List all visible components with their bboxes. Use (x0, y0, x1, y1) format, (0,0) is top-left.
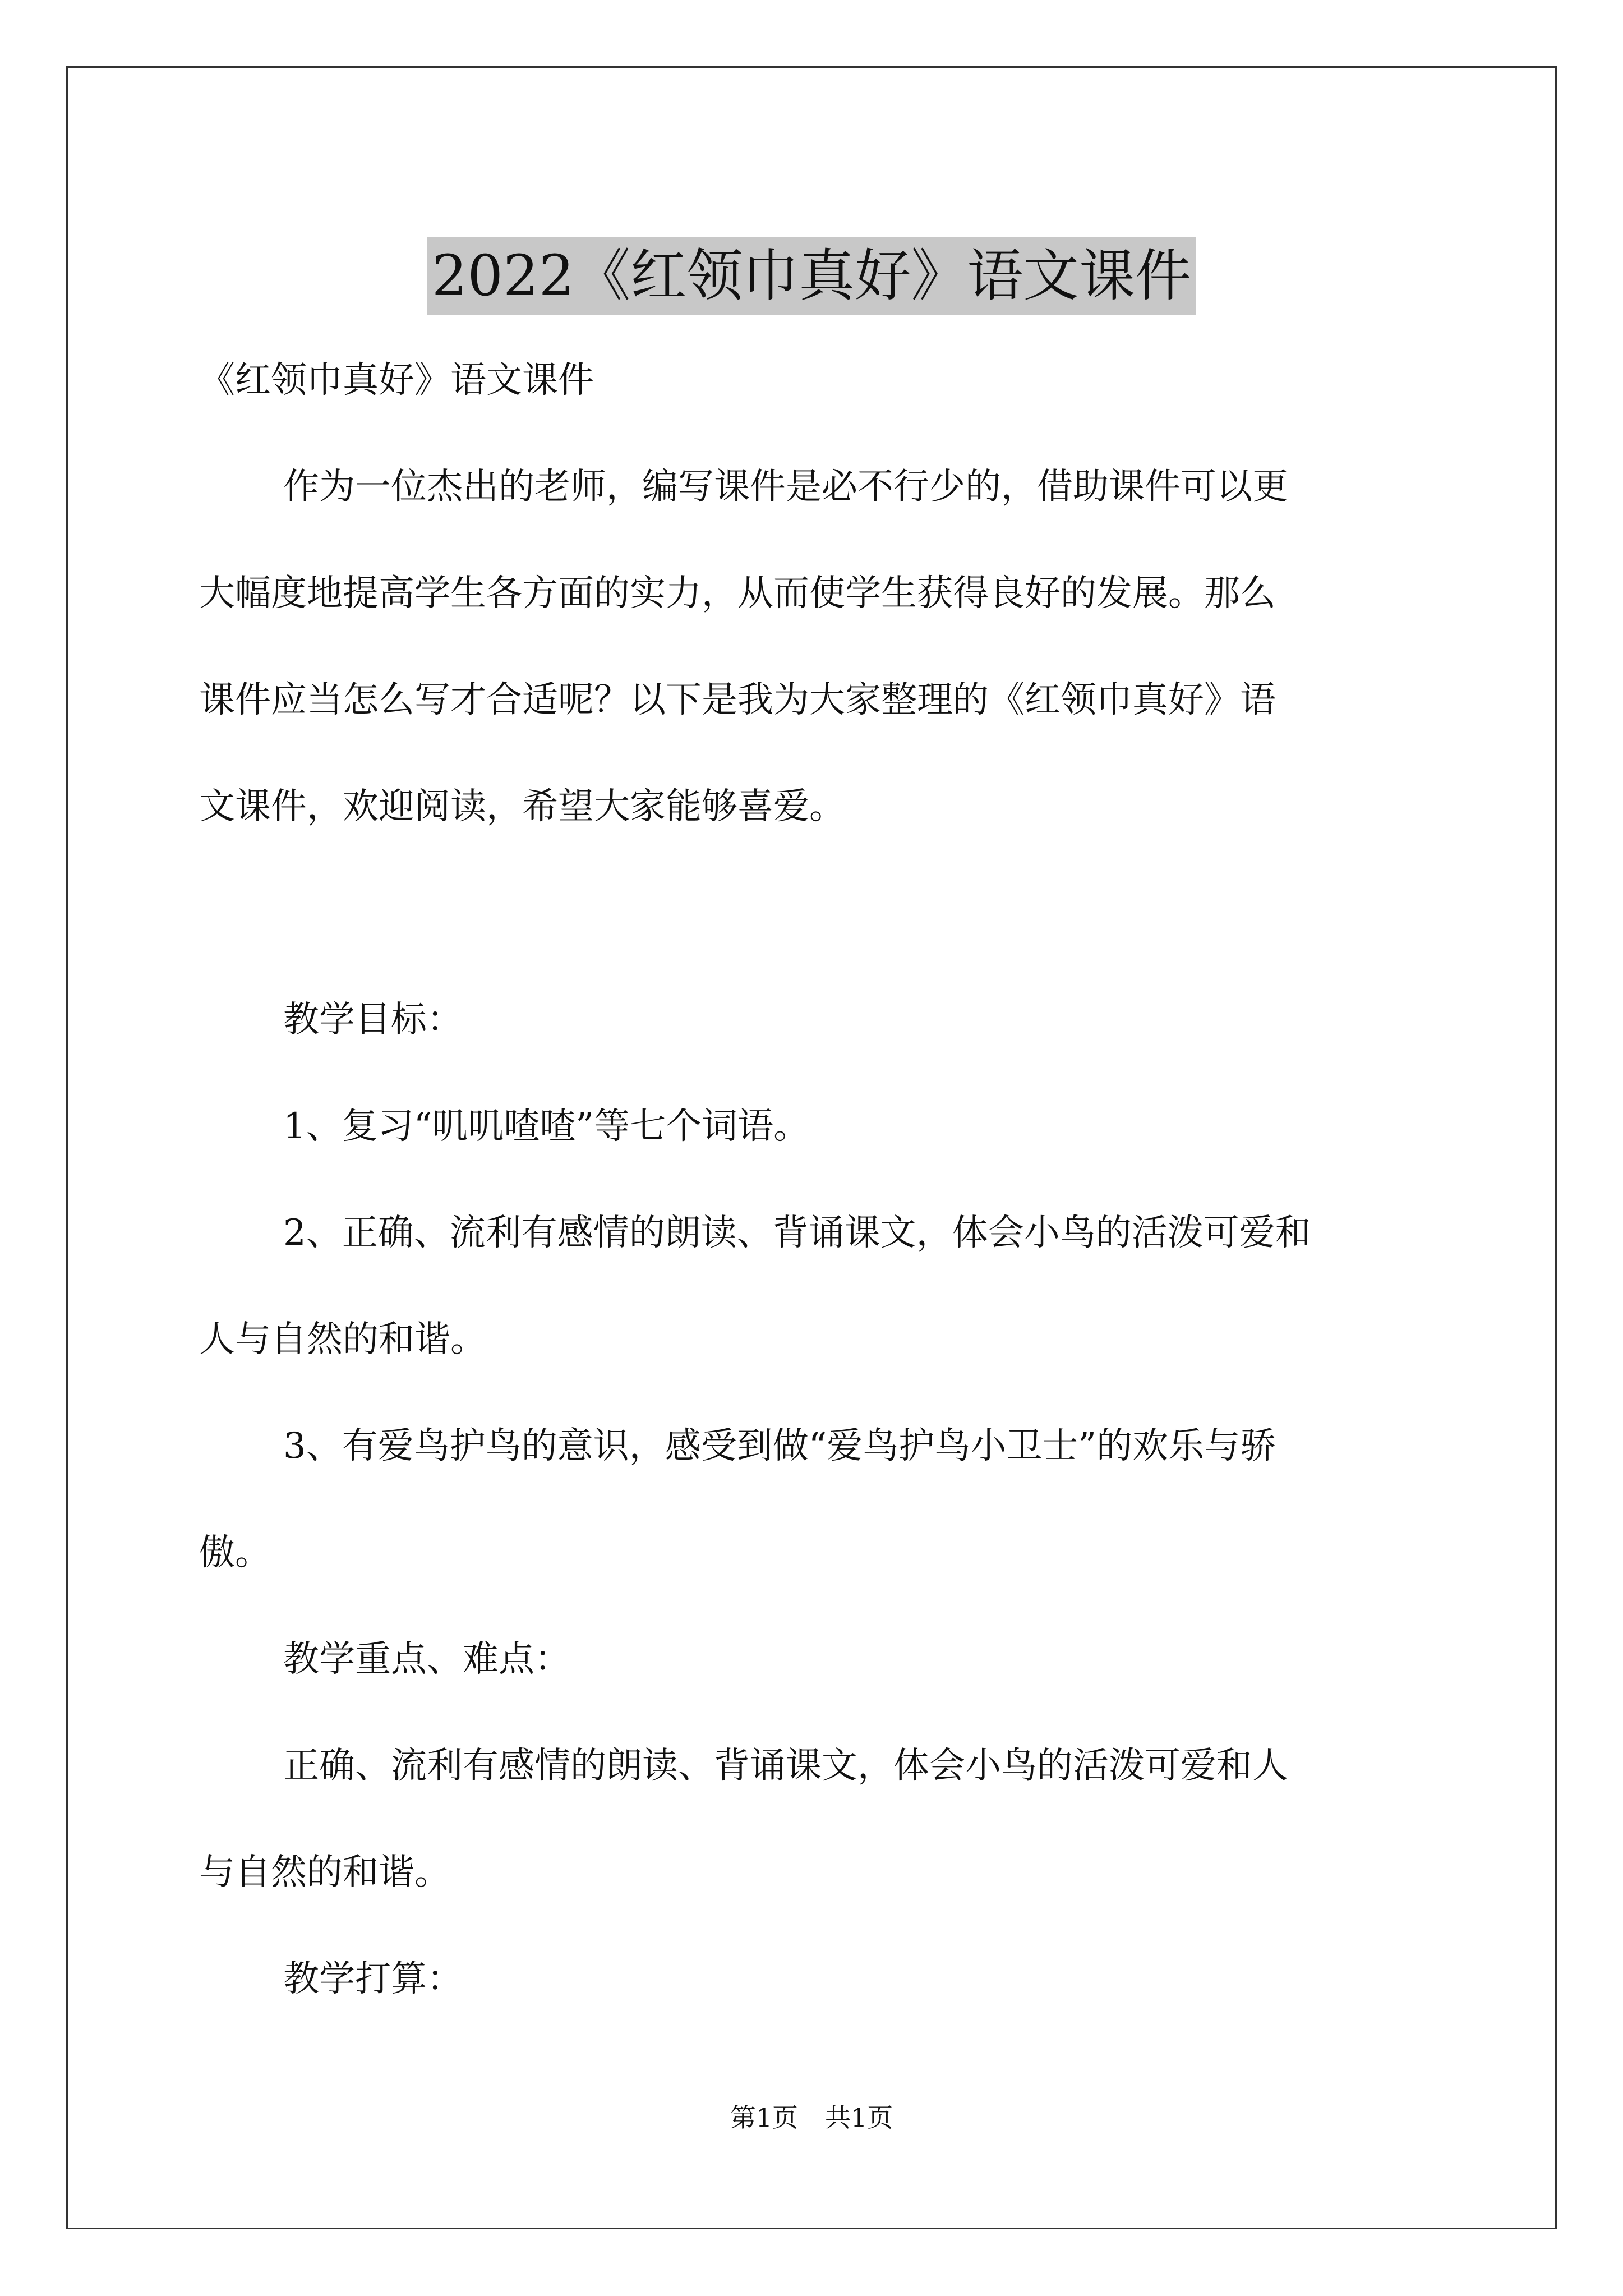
intro-line: 作为一位杰出的老师，编写课件是必不行少的，借助课件可以更 (283, 466, 1288, 508)
subtitle: 《红领巾真好》语文课件 (199, 360, 594, 401)
page-number: 第1页 (730, 2102, 798, 2133)
key-points-text: 正确、流利有感情的朗读、背诵课文，体会小鸟的活泼可爱和人 (283, 1745, 1288, 1787)
key-points-heading: 教学重点、难点： (283, 1639, 570, 1680)
objective-item: 1、复习“叽叽喳喳”等七个词语。 (283, 1106, 810, 1147)
page-footer (0, 2101, 1623, 2134)
title-container (0, 199, 1623, 353)
page-total: 共1页 (825, 2102, 893, 2133)
intro-line: 大幅度地提高学生各方面的实力，从而使学生获得良好的发展。那么 (199, 573, 1276, 614)
intro-line: 文课件，欢迎阅读，希望大家能够喜爱。 (199, 786, 845, 827)
objective-item-continued: 傲。 (199, 1532, 271, 1573)
objective-item: 3、有爱鸟护鸟的意识，感受到做“爱鸟护鸟小卫士”的欢乐与骄 (283, 1425, 1276, 1467)
preparation-heading: 教学打算： (283, 1958, 463, 2000)
objectives-heading: 教学目标： (283, 999, 463, 1041)
objective-item-continued: 人与自然的和谐。 (199, 1319, 486, 1360)
document-title: 2022《红领巾真好》语文课件 (427, 237, 1196, 315)
objective-item: 2、正确、流利有感情的朗读、背诵课文，体会小鸟的活泼可爱和 (283, 1212, 1311, 1254)
intro-line: 课件应当怎么写才合适呢？以下是我为大家整理的《红领巾真好》语 (199, 679, 1276, 721)
key-points-text-continued: 与自然的和谐。 (199, 1852, 450, 1893)
